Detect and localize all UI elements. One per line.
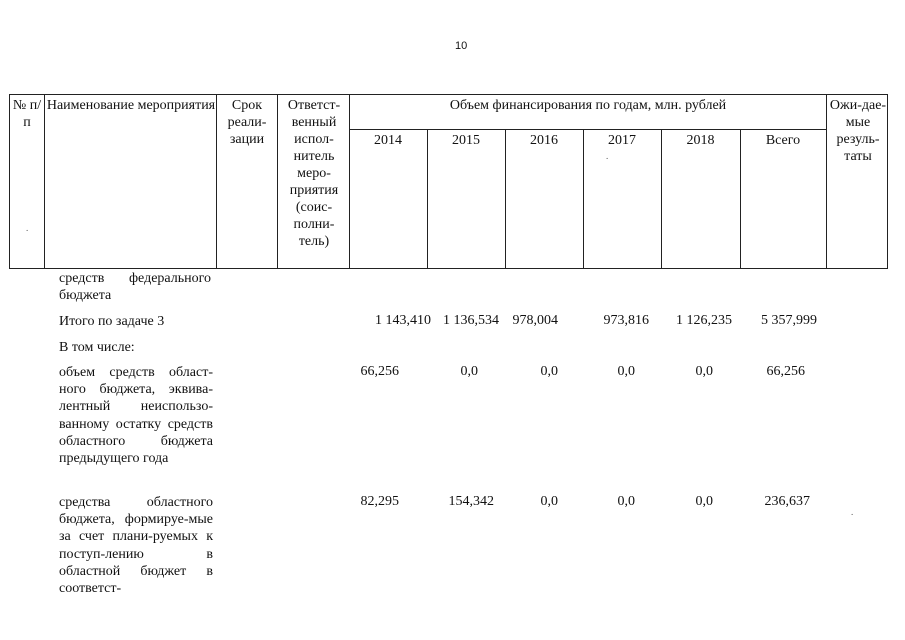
col-divider [505,129,506,268]
cell-2018: 1 126,235 [676,313,732,328]
cell-2014: 1 143,410 [375,313,431,328]
scan-speck: . [26,223,29,233]
header-no: № п/п [12,98,42,130]
cell-total: 236,637 [764,494,810,509]
col-divider [427,129,428,268]
scan-speck: . [606,151,609,161]
cell-2017: 0,0 [617,364,635,379]
cell-2018: 0,0 [695,494,713,509]
header-year: 2015 [452,133,480,148]
row-divider [349,129,826,130]
col-divider [277,95,278,268]
cell-2014: 82,295 [360,494,399,509]
header-year: 2016 [530,133,558,148]
cell-total: 66,256 [766,364,805,379]
col-divider [216,95,217,268]
header-financing: Объем финансирования по годам, млн. рублей [449,98,727,113]
col-divider [349,95,350,268]
cell-2017: 0,0 [617,494,635,509]
row-name: объем средств област-ного бюджета, эквива-лентный неиспользо-ванному остатку средств областного бюджета предыдущего года [59,365,213,467]
header-year: 2014 [374,133,402,148]
cell-2015: 0,0 [460,364,478,379]
cell-2014: 66,256 [360,364,399,379]
header-name: Наименование мероприятия [46,98,216,113]
row-name: В том числе: [59,340,135,355]
header-term: Срок реали-зации [227,98,267,147]
scan-speck: . [851,507,854,517]
row-name: средств федерального бюджета [59,271,211,304]
col-divider [583,129,584,268]
header-year: 2017 [608,133,636,148]
header-responsible: Ответст-венный испол-нитель меро-приятия (соис-полни-тель) [287,98,341,249]
header-total: Всего [765,133,801,148]
col-divider [826,95,827,268]
col-divider [661,129,662,268]
cell-2015: 1 136,534 [443,313,499,328]
cell-2016: 0,0 [540,494,558,509]
header-results: Ожи-дае-мые резуль-таты [829,98,887,164]
page-number: 10 [455,40,468,52]
table-header [9,94,888,269]
row-name: Итого по задаче 3 [59,314,165,329]
col-divider [740,129,741,268]
cell-2017: 973,816 [603,313,649,328]
cell-2018: 0,0 [695,364,713,379]
cell-2015: 154,342 [448,494,494,509]
cell-total: 5 357,999 [761,313,817,328]
row-name: средства областного бюджета, формируе-мые за счет плани-руемых к поступ-лению в областной бюджет в соответст- [59,495,213,597]
col-divider [44,95,45,268]
header-year: 2018 [686,133,715,148]
cell-2016: 978,004 [512,313,558,328]
cell-2016: 0,0 [540,364,558,379]
